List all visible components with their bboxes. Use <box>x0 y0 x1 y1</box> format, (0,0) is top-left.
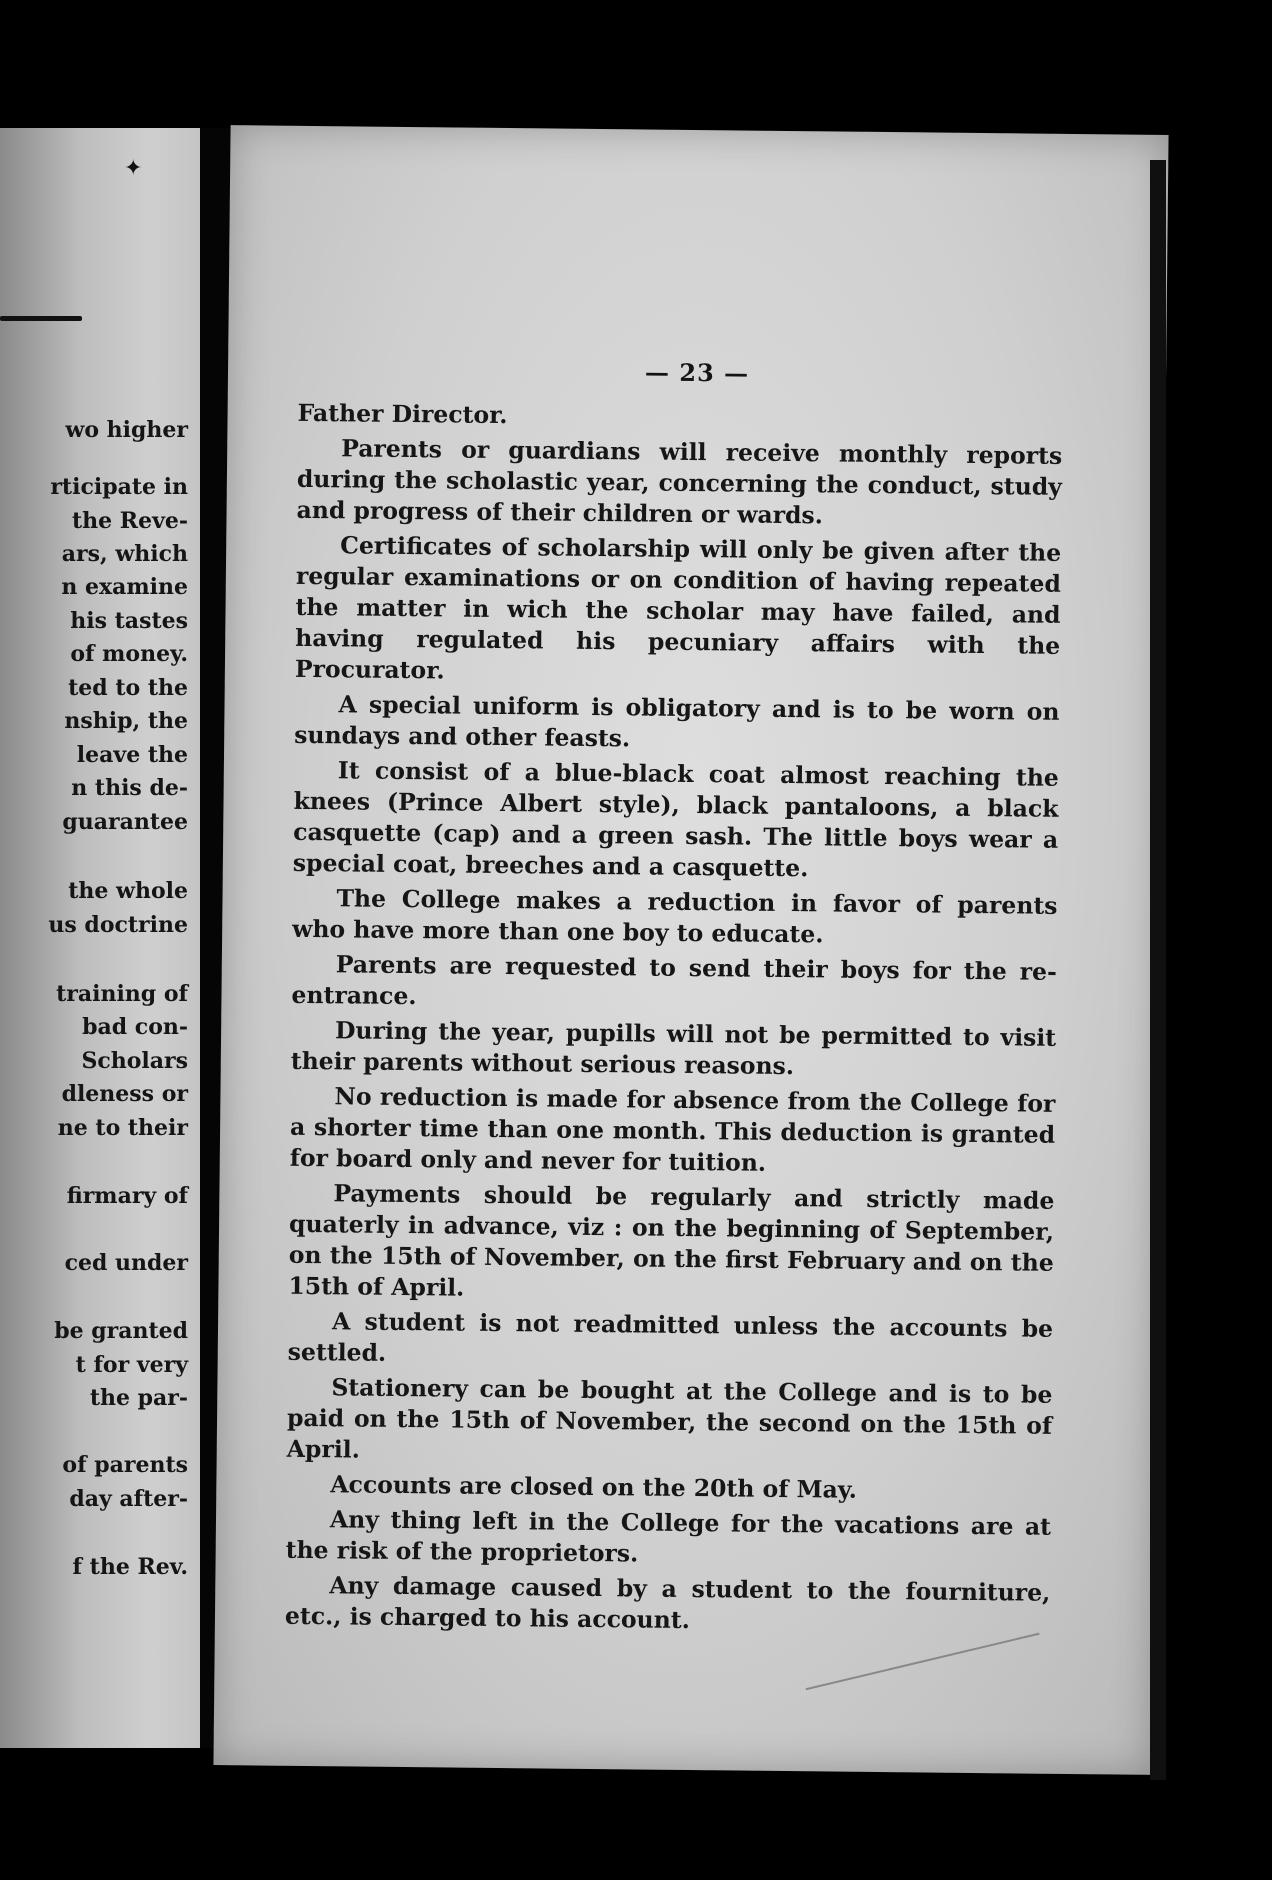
right-page <box>213 125 1168 1775</box>
paragraph: During the year, pupills will not be permitted to visit their parents without serious reasons. <box>290 1016 1057 1081</box>
paragraph: Certificates of scholarship will only be given after the regular examinations or on condition of having repeated the matter in wich the scholar may have failed, and having regulated his pecuniary affairs with the Procurator. <box>294 531 1062 685</box>
left-text-line: dleness or <box>61 1081 188 1107</box>
left-text-line: t for very <box>75 1352 188 1378</box>
left-text-line: rticipate in <box>50 474 188 500</box>
ink-blot-mark: ✦ <box>124 156 143 181</box>
left-text-line: of money. <box>70 641 188 667</box>
left-text-line: leave the <box>76 742 188 768</box>
body-text <box>285 398 1063 1644</box>
left-text-line: wo higher <box>65 417 188 443</box>
left-text-line: firmary of <box>66 1183 188 1209</box>
left-text-line: n this de- <box>71 775 188 801</box>
left-text-line: guarantee <box>62 809 188 835</box>
left-text-line: nship, the <box>64 708 188 734</box>
left-text-line: bad con- <box>82 1014 188 1040</box>
paragraph: Any damage caused by a student to the fourniture, etc., is charged to his account. <box>284 1571 1051 1635</box>
page-edge-shadow <box>1150 160 1166 1780</box>
left-text-line: f the Rev. <box>72 1554 188 1580</box>
left-text-line: n examine <box>61 574 188 600</box>
left-text-line: training of <box>56 981 188 1007</box>
paragraph: A special uniform is obligatory and is to be worn on sundays and other feasts. <box>294 690 1060 753</box>
left-text-line: the whole <box>68 878 188 904</box>
section-rule <box>0 316 82 321</box>
left-text-line: ne to their <box>57 1115 188 1141</box>
paragraph: Accounts are closed on the 20th of May. <box>330 1470 858 1504</box>
left-text-line: be granted <box>54 1318 188 1344</box>
left-text-line: ced under <box>64 1250 188 1276</box>
paragraph: Stationery can be bought at the College and is to be paid on the 15th of November, the second on the 15th of April. <box>286 1373 1053 1464</box>
paragraph: Payments should be regularly and strictly made quaterly in advance, viz : on the beginning of September, on the 15th of November, on the first February and on the 15th of April. <box>288 1179 1055 1302</box>
left-text-line: his tastes <box>70 608 188 634</box>
left-text-line: the Reve- <box>71 508 188 534</box>
paragraph: Parents are requested to send their boys for the re-entrance. <box>291 950 1057 1011</box>
page-number: — 23 — <box>644 357 750 388</box>
left-text-line: ted to the <box>68 675 188 701</box>
left-page <box>0 128 200 1748</box>
paragraph: A student is not readmitted unless the accounts be settled. <box>287 1307 1054 1367</box>
paragraph: Any thing left in the College for the vacations are at the risk of the proprietors. <box>285 1505 1052 1568</box>
left-text-line: ars, which <box>61 541 188 567</box>
paragraph: Parents or guardians will receive monthly reports during the scholastic year, concerning the conduct, study and progress of their children or wards. <box>296 434 1063 530</box>
left-text-line: Scholars <box>81 1048 188 1074</box>
left-text-line: of parents <box>62 1452 188 1478</box>
left-text-line: us doctrine <box>48 912 188 938</box>
left-text-line: the par- <box>89 1385 188 1411</box>
left-text-line: day after- <box>69 1486 188 1512</box>
paragraph: It consist of a blue-black coat almost reaching the knees (Prince Albert style), black pantaloons, a black casquette (cap) and a green sash. The little boys wear a special coat, breeches and a casquette. <box>292 756 1059 883</box>
paragraph: Father Director. <box>297 398 508 430</box>
paragraph: No reduction is made for absence from the College for a shorter time than one month. This deduction is granted for board only and never for tuition. <box>289 1082 1056 1177</box>
paragraph: The College makes a reduction in favor of parents who have more than one boy to educate. <box>292 884 1058 949</box>
